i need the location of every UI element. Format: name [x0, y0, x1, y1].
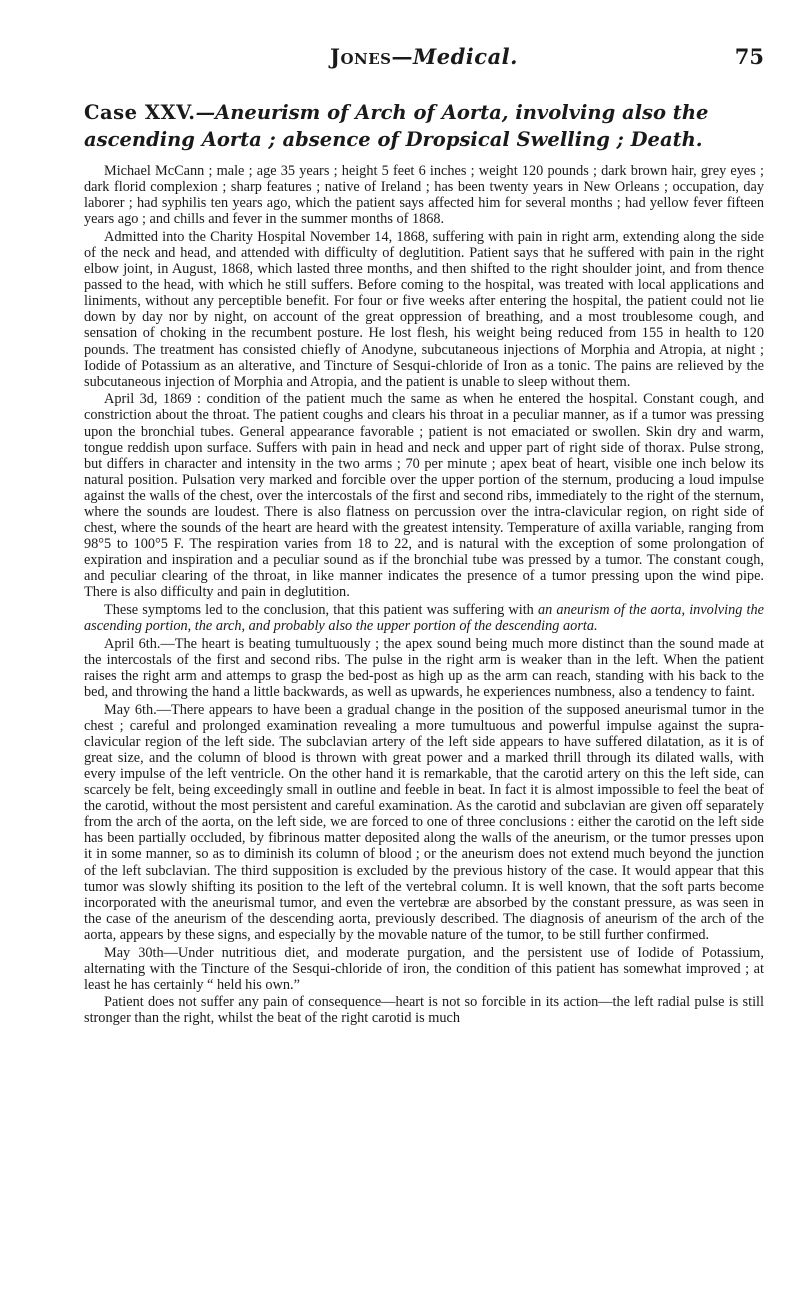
running-title-author: Jones [330, 44, 392, 69]
running-title [84, 44, 764, 69]
case-heading [84, 99, 764, 153]
running-title-separator: — [391, 44, 414, 69]
article-body [84, 163, 764, 1026]
conclusion-lead: These symptoms led to the conclusion, that this patient was suffering with [104, 602, 534, 619]
paragraph-april-3d: April 3d, 1869 : condition of the patient much the same as when he entered the hospital. Constant cough, and constriction about the throat. The patient coughs and clears his throat in a peculiar manner, as if a tumor was pressing upon the bronchial tubes. General appearance favorable ; patient is not emaciated or swollen. Skin dry and warm, tongue reddish upon surface. Suffers with pain in head and neck and upper part of right side of thorax. Pulse strong, but differs in character and intensity in the two arms ; 70 per minute ; apex beat of heart, visible one inch below its natural position. Pulsation very marked and forcible over the upper portion of the sternum, producing a loud impulse against the walls of the chest, over the intercostals of the first and second ribs, immediately to the right of the sternum, where the sounds are loudest. There is also flatness on percussion over the intra-clavicular region, on right side of chest, where the sounds of the heart are heard with the greatest intensity. Temperature of axilla variable, ranging from 98°5 to 100°5 F. The respiration varies from 18 to 22, and is natural with the exception of some prolongation of expiration and inspiration and a peculiar sound as if the bronchial tube was pressed by a tumor. The constant cough, and peculiar clearing of the throat, in like manner indicates the presence of a tumor pressing upon the wind pipe. There is also difficulty and pain in deglutition. [84, 391, 764, 601]
page-number: 75 [734, 44, 764, 69]
conclusion-diagnosis: an aneurism of the aorta, involving the ascending portion, the arch, and probably also the upper portion of the descending aorta. [84, 602, 764, 635]
paragraph-current-status: Patient does not suffer any pain of consequence—heart is not so forcible in its action—the left radial pulse is still stronger than the right, whilst the beat of the right carotid is much [84, 994, 764, 1027]
page [84, 38, 764, 1028]
paragraph-conclusion [84, 602, 764, 634]
paragraph-may-30th: May 30th—Under nutritious diet, and moderate purgation, and the persistent use of Iodide of Potassium, alternating with the Tincture of the Sesqui-chloride of iron, the condition of this patient has somewhat improved ; at least he has certainly “ held his own.” [84, 944, 764, 993]
case-heading-separator: — [195, 101, 216, 124]
paragraph-may-6th: May 6th.—There appears to have been a gradual change in the position of the supposed aneurismal tumor in the chest ; careful and prolonged examination revealing a more tumultuous and powerful impulse against the supra-clavicular region of the left side. The subclavian artery of the left side appears to have suffered dilatation, as it is of great size, and the column of blood is thrown with great power and a marked thrill through its dilated walls, with every impulse of the left ventricle. On the other hand it is remarkable, that the carotid artery on this the left side, can scarcely be felt, being exceedingly small in outline and feeble in beat. In fact it is almost impossible to feel the beat of the carotid, without the most persistent and careful examination. As the carotid and subclavian are given off separately from the arch of the aorta, on the left side, we are forced to one of three conclusions : either the carotid on the left side has been partially occluded, by fibrinous matter deposited along the walls of the aneurism, or the tumor presses upon it in some manner, so as to diminish its column of blood ; or the aneurism does not extend much beyond the junction of the left subclavian. The third supposition is excluded by the previous history of the case. It would appear that this tumor was slowly shifting its position to the left of the vertebral column. It is well known, that the soft parts become incorporated with the aneurismal tumor, and even the vertebræ are absorbed by the constant pressure, as was seen in the case of the aneurism of the descending aorta, previously described. The diagnosis of aneurism of the arch of the aorta, appears by these signs, and especially by the movable nature of the tumor, to be still further confirmed. [84, 701, 764, 943]
case-title: Aneurism of Arch of Aorta, involving also the ascending Aorta ; absence of Dropsical Swelling ; Death. [84, 101, 709, 151]
paragraph-admission: Admitted into the Charity Hospital November 14, 1868, suffering with pain in right arm, extending along the side of the neck and head, and attended with difficulty of deglutition. Patient says that he suffered with pain in the right elbow joint, in August, 1868, which lasted three months, and then shifted to the right shoulder joint, and from thence passed to the head, with which he still suffers. Before coming to the hospital, was treated with local applications and liniments, without any perceptible benefit. For four or five weeks after entering the hospital, the patient could not lie down by day nor by night, on account of the great oppression of breathing, and a most troublesome cough, and sensation of choking in the recumbent posture. He lost flesh, his weight being reduced from 155 in health to 120 pounds. The treatment has consisted chiefly of Anodyne, subcutaneous injections of Morphia and Atropia, at night ; Iodide of Potassium as an alterative, and Tincture of Sesqui-chloride of Iron as a tonic. The pains are relieved by the subcutaneous injection of Morphia and Atropia, and the patient is unable to sleep without them. [84, 228, 764, 390]
paragraph-april-6th: April 6th.—The heart is beating tumultuously ; the apex sound being much more distinct than the sound made at the intercostals of the first and second ribs. The pulse in the right arm is weaker than in the left. When the patient raises the right arm and attemps to grasp the bed-post as high up as the arm can reach, standing with his back to the bed, and throwing the hand a little backwards, as well as upwards, he experiences numbness, also a tendency to faint. [84, 635, 764, 700]
running-title-section: Medical. [413, 44, 518, 69]
case-label: Case XXV. [84, 101, 196, 124]
paragraph-patient-history: Michael McCann ; male ; age 35 years ; height 5 feet 6 inches ; weight 120 pounds ; dark brown hair, grey eyes ; dark florid complexion ; sharp features ; native of Ireland ; has been twenty years in New Orleans ; occupation, day laborer ; had syphilis ten years ago, which the patient says affected him for several months ; had yellow fever fifteen years ago ; and chills and fever in the summer months of 1868. [84, 163, 764, 228]
running-head [84, 38, 764, 78]
